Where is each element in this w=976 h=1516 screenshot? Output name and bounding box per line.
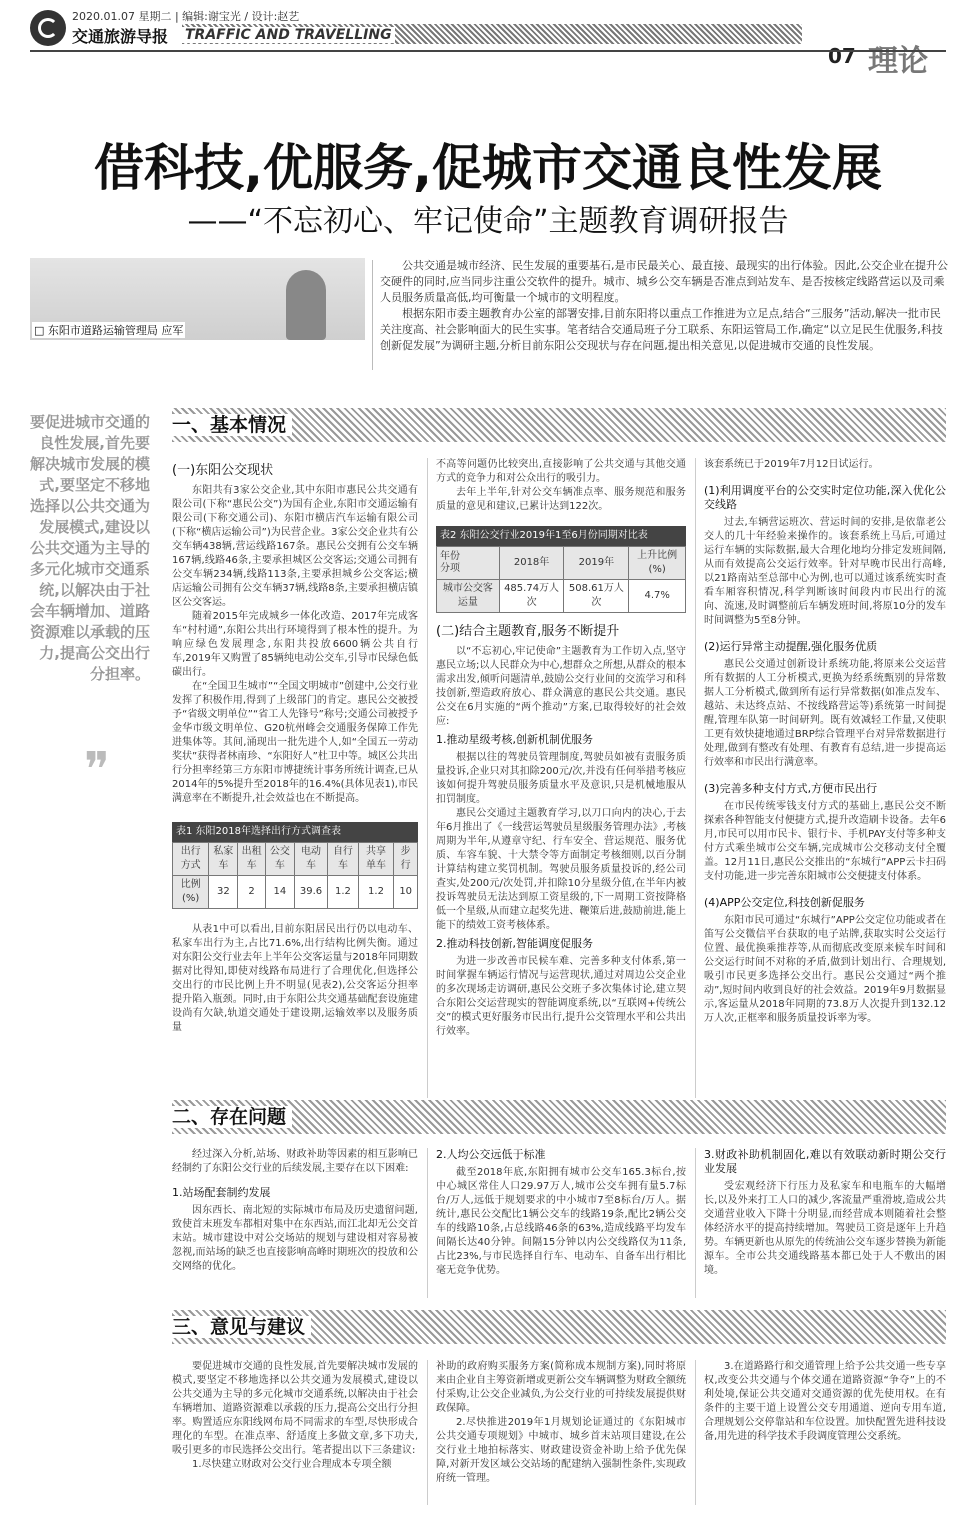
paragraph: 根据以往的驾驶员管理制度,驾驶员如被有责服务质量投诉,企业只对其扣除200元/次,并没有任何举措考核应该如何提升驾驶员服务质量水平及意识,只是机械地服从扣罚制度。 (436, 752, 686, 805)
column-divider (427, 1360, 428, 1505)
paragraph: 3.在道路路行和交通管理上给予公共交通一些专享权,改变公共交通与个体交通在道路资源“争夺”上的不利处境,保证公共交通对交通资源的优先使用权。在有条件的主要干道上设置公交专用通道、逆向专用车道,合理规划公交停靠站和车位设置。加快配置先进科技设备,用先进的科学技术手段调度管理公交系统。 (704, 1361, 946, 1442)
item-title: (2)运行异常主动提醒,强化服务优质 (704, 640, 878, 653)
intro-divider (372, 260, 373, 370)
byline: □ 东阳市道路运输管理局 应军 (34, 324, 184, 337)
section-title: 二、存在问题 (172, 1106, 292, 1128)
table-header: 电动车 (294, 843, 327, 876)
paragraph: 因东西长、南北短的实际城市布局及历史遗留问题,致使首末班发车都相对集中在东西站,而江北却无公交首末站。城市建设中对公交场站的规划与建设相对容易被忽视,而站场的缺乏也直接影响高峰时期班次的投放和公交网络的优化。 (172, 1205, 418, 1272)
paragraph: 随着2015年完成城乡一体化改造、2017年完成客车“村村通”,东阳公共出行环境得到了根本性的提升。为响应绿色发展理念,东阳共投放6600辆公共自行车,2019年又购置了85辆纯电动公交车,引导市民绿色低碳出行。 (172, 611, 418, 678)
table-header: 自行车 (328, 843, 358, 876)
table-row-label: 比例(%) (173, 876, 209, 909)
table-header: 共享单车 (358, 843, 394, 876)
column-divider (427, 1148, 428, 1298)
s3-col3 (704, 1360, 946, 1444)
column-divider (695, 458, 696, 1098)
table-row-label: 城市公交客运量 (437, 580, 500, 613)
table-1 (172, 822, 418, 909)
paragraph: 要促进城市交通的良性发展,首先要解决城市发展的模式,要坚定不移地选择以公共交通为发展模式,建设以公共交通为主导的多元化城市交通系统,以解决由于社会车辆增加、道路资源难以承载的压力,提高公交出行分担率。购置适应东阳线网布局不同需求的车型,尽快形成合理化的车型。在准点率、舒适度上多做文章,多下功夫,吸引更多的市民选择公交出行。笔者提出以下三条建议: (172, 1361, 418, 1456)
intro (380, 258, 950, 354)
subheadline: ——“不忘初心、牢记使命”主题教育调研报告 (187, 204, 789, 239)
table-cell: 508.61万人次 (564, 580, 629, 613)
intro-para: 公共交通是城市经济、民生发展的重要基石,是市民最关心、最直接、最现实的出行体验。因此,公交企业在提升公交硬件的同时,应当同步注重公交软件的提升。城市、城乡公交车辆是否准点到站发车、是否按核定线路营运以及司乘人员服务质量高低,均可衡量一个城市的文明程度。 (380, 259, 948, 304)
quote-icon: ❞ (84, 742, 110, 798)
table-cell: 32 (209, 876, 238, 909)
column-divider (427, 458, 428, 1098)
table-header: 上升比例(%) (629, 547, 686, 580)
table-cell: 39.6 (294, 876, 327, 909)
table-2 (436, 526, 686, 613)
table-cell: 485.74万人次 (499, 580, 564, 613)
item-title: 1.推动星级考核,创新机制优服务 (436, 733, 593, 746)
column-divider (695, 1360, 696, 1505)
paragraph: 2.尽快推进2019年1月规划论证通过的《东阳城市公共交通专项规划》中城市、城乡首末站项目建设,在公交行业土地拍标落实、财政建设资金补助上给予优先保障,对新开发区域公交站场的配建纳入强制性条件,实现政府统一管理。 (436, 1417, 686, 1484)
paragraph: 在“全国卫生城市”“全国文明城市”创建中,公交行业发挥了积极作用,得到了上级部门的肯定。惠民公交被授予“省级文明单位”“省工人先锋号”称号;交通公司被授予金华市级文明单位、G20杭州峰会交通服务保障工作先进集体等。其间,涌现出一批先进个人,如“全国五一劳动奖状”获得者林南珍、“东阳好人”杜卫中等。城区公共出行分担率经第三方东阳市博捷统计事务所统计调查,已从2014年的5%提升至2018年的16.4%(具体见表1),市民满意率在不断提升,社会效益也在不断提高。 (172, 681, 418, 804)
s1-col2 (436, 458, 686, 1039)
section-header-1 (172, 408, 946, 442)
s2-col1 (172, 1148, 418, 1274)
table-category-label: 分项 (440, 563, 460, 574)
paragraph: 该套系统已于2019年7月12日试运行。 (704, 459, 879, 470)
page-number: 07 (828, 44, 856, 68)
section-title: 三、意见与建议 (172, 1316, 311, 1338)
table-cell: 2 (238, 876, 266, 909)
table-header: 出租车 (238, 843, 266, 876)
item-title: 2.推动科技创新,智能调度促服务 (436, 937, 593, 950)
paragraph: 为进一步改善市民候车难、完善多种支付体系,第一时间掌握车辆运行情况与运营现状,通过对周边公交企业的多次现场走访调研,惠民公交班子多次集体讨论,建立契合东阳公交运营现实的智能调度系统,以“互联网+传统公交”的模式更好服务市民出行,提升公交管理水平和公共出行效率。 (436, 956, 686, 1037)
paragraph: 截至2018年底,东阳拥有城市公交车165.3标台,按中心城区常住人口29.97万人,城市公交车拥有量5.7标台/万人,远低于规划要求的中小城市7至8标台/万人。据统计,惠民公交配比1辆公交车的线路19条,配比2辆公交车的线路10条,占总线路46条的63%,造成线路平均发车间隔长达40分钟。间隔15分钟以内公交线路仅为11条,占比23%,与市民选择自行车、电动车、自备车出行相比毫无竞争优势。 (436, 1167, 686, 1276)
paragraph: 东阳共有3家公交企业,其中东阳市惠民公共交通有限公司(下称“惠民公交”)为国有企业,东阳市交通运输有限公司(下称交通公司)、东阳市横店汽车运输有限公司(下称“横店运输公司”)为民营企业。3家公交企业共有公交车辆438辆,营运线路167条。惠民公交拥有公交车辆167辆,线路46条,主要承担城区公交客运;交通公司拥有公交车辆234辆,线路113条,主要承担城乡公交客运;横店运输公司拥有公交车辆37辆,线路8条,主要承担横店镇区公交客运。 (172, 485, 418, 608)
table-header: 2018年 (499, 547, 564, 580)
table-year-label: 年份 (440, 551, 460, 562)
paragraph: 受宏观经济下行压力及私家车和电瓶车的大幅增长,以及外来打工人口的减少,客流量严重滑坡,造成公共交通营业收入下降十分明显,而经营成本则随着社会整体经济水平的提高持续增加。驾驶员工资是逐年上升趋势。车辆更新也从原先的传统油公交车逐步替换为新能源车。全市公共交通线路基本都已处于人不敷出的困境。 (704, 1181, 946, 1276)
paragraph: 经过深入分析,站场、财政补助等因素的相互影响已经制约了东阳公交行业的后续发展,主要存在以下困难: (172, 1149, 418, 1174)
paragraph: 1.尽快建立财政对公交行业合理成本专项全额 (192, 1459, 392, 1470)
paragraph: 不高等问题仍比较突出,直接影响了公共交通与其他交通方式的竞争力和对公众出行的吸引力。 (436, 459, 686, 484)
s2-col3 (704, 1148, 946, 1278)
s3-col2 (436, 1360, 686, 1486)
table-header: 出行方式 (173, 843, 209, 876)
subsection-title: (一)东阳公交现状 (172, 463, 274, 478)
section-header-3 (172, 1310, 946, 1344)
s3-col1 (172, 1360, 418, 1472)
item-title: 2.人均公交远低于标准 (436, 1148, 546, 1161)
byline-text: 东阳市道路运输管理局 应军 (47, 324, 184, 337)
item-title: (4)APP公交定位,科技创新促服务 (704, 896, 865, 909)
paragraph: 过去,车辆营运班次、营运时间的安排,是依靠老公交人的几十年经验来操作的。该套系统上马后,可通过运行车辆的实际数据,最大合理化地均分排定发班间隔,从而有效提高公交运行效率。针对早晚市民出行高峰,以21路南站至总部中心为例,也可以通过该系统实时查看车厢容积情况,科学判断该时间段内市民出行的流向、流速,及时调整前后车辆发班时间,将原10分的发车时间调整为5至8分钟。 (704, 517, 946, 626)
table-caption: 表2 东阳公交行业2019年1至6月份同期对比表 (436, 526, 686, 546)
masthead-rule (30, 50, 946, 52)
s1-col3 (704, 458, 946, 1026)
item-title: 3.财政补助机制固化,难以有效联动新时期公交行业发展 (704, 1148, 946, 1175)
column-divider (695, 1148, 696, 1298)
author-portrait (286, 270, 326, 340)
table-header: 步行 (394, 843, 418, 876)
table-cell: 14 (265, 876, 294, 909)
table-caption: 表1 东阳2018年选择出行方式调查表 (172, 822, 418, 842)
section-header-2 (172, 1100, 946, 1134)
item-title: 1.站场配套制约发展 (172, 1186, 271, 1199)
table-header: 私家车 (209, 843, 238, 876)
s2-col2 (436, 1148, 686, 1278)
headline: 借科技,优服务,促城市交通良性发展 (94, 139, 882, 197)
table-cell: 1.2 (358, 876, 394, 909)
paper-name: 交通旅游导报 (72, 27, 169, 46)
paragraph: 从表1中可以看出,目前东阳居民出行仍以电动车、私家车出行为主,占比71.6%,出行结构比例失衡。通过对东阳公交行业去年上半年公交客运量与2018年同期数据对比得知,即使对线路布局进行了合理优化,但选择公交出行的市民比例上升不明显(见表2),公交客运分担率提升陷入瓶颈。同时,由于东阳公共交通基础配套设施建设尚有欠缺,轨道交通处于建设期,运输效率以及服务质量 (172, 924, 418, 1033)
paragraph: 东阳市民可通过“东城行”APP公交定位功能或者在笛写公交微信平台获取的电子站牌,获取实时公交运行位置、最优换乘推荐等,从而彻底改变原来候车时间和公交运行时间不对称的矛盾,做到计划出行、合理规划,吸引市民更多选择公交出行。惠民公交通过“两个推动”,短时间内收到良好的社会效益。2019年9月数据显示,客运量从2018年同期的73.8万人次提升到132.12万人次,正框率和服务质量投诉率为零。 (704, 915, 946, 1024)
s1-col1 (172, 458, 418, 1035)
table-cell: 10 (394, 876, 418, 909)
intro-para: 根据东阳市委主题教育办公室的部署安排,目前东阳将以重点工作推进为立足点,结合“三服务”活动,解决一批市民关注度高、社会影响面大的民生实事。笔者结合交通局班子分工联系、东阳运管局工作,确定“以立足民生优服务,科技创新促发展”为调研主题,分析目前东阳公交现状与存在问题,提出相关意见,以促进城市交通的良性发展。 (380, 307, 943, 352)
subsection-title: (二)结合主题教育,服务不断提升 (436, 624, 620, 639)
item-title: (3)完善多种支付方式,方便市民出行 (704, 782, 878, 795)
paper-logo (30, 10, 66, 46)
paragraph: 在市民传统零钱支付方式的基础上,惠民公交不断探索各种智能支付便捷方式,提升改造刷卡设备。去年6月,市民可以用市民卡、银行卡、手机PAY支付等多种支付方式乘坐城市公交车辆,完成城市公交移动支付全覆盖。12月11日,惠民公交推出的“东城行”APP云卡扫码支付功能,进一步完善东阳城市公交便捷支付体系。 (704, 801, 946, 882)
item-title: (1)利用调度平台的公交实时定位功能,深入优化公交线路 (704, 484, 946, 511)
section-title: 一、基本情况 (172, 414, 292, 436)
table-header (437, 547, 500, 580)
paragraph: 惠民公交通过主题教育学习,以刀口向内的决心,于去年6月推出了《一线营运驾驶员星级服务管理办法》,考核周期为半年,从遵章守纪、行车安全、营运规范、服务优质、车容车貌、十大禁令等方面制定考核细则,以百分制计算结构建立奖罚机制。驾驶员服务质量投诉的,经公司查实,处200元/次处罚,并扣除10分星级分值,在半年内被投诉驾驶员无法达到原工资星级的,下一周期工资按降格低一个星级,从而建立起奖先进、鞭策后进,鼓励前进,能上能下的绩效工资考核体系。 (436, 808, 686, 931)
table-header: 公交车 (265, 843, 294, 876)
paragraph: 以“不忘初心,牢记使命”主题教育为工作切入点,坚守惠民立场;以人民群众为中心,想群众之所想,从群众的根本需求出发,倾听问题清单,鼓励公交行业间的交流学习和科技创新,塑造政府放心、群众满意的惠民公共交通。惠民公交在6月实施的“两个推动”方案,已取得较好的社会效应: (436, 646, 686, 727)
paragraph: 补助的政府购买服务方案(简称成本规制方案),同时将原来由企业自主筹资新增或更新公交车辆调整为财政全额统付采购,让公交企业减负,为公交行业的可持续发展提供财政保障。 (436, 1361, 686, 1414)
table-cell: 4.7% (629, 580, 686, 613)
paragraph: 去年上半年,针对公交车辆准点率、服务规范和服务质量的意见和建议,已累计达到122次。 (436, 487, 686, 512)
paper-name-en: TRAFFIC AND TRAVELLING (182, 27, 395, 43)
paragraph: 惠民公交通过创新设计系统功能,将原来公交运营所有数据的人工分析模式,更换为经系统甄别的异常数据人工分析模式,做到所有运行异常数据(如准点发车、越站、未达终点站、不按线路营运等)系统第一时间提醒,管理车队第一时间研判。既有效减轻工作量,又使职工更有效快捷地通过BRP综合管理平台对异常数据进行处理,做到有整改有处理、有教育有总结,进一步提高运行效率和市民出行满意率。 (704, 659, 946, 768)
pull-quote: 要促进城市交通的良性发展,首先要解决城市发展的模式,要坚定不移地选择以公共交通为发展模式,建设以公共交通为主导的多元化城市交通系统,以解决由于社会车辆增加、道路资源难以承载的压力,提高公交出行分担率。 (30, 413, 151, 683)
table-header: 2019年 (564, 547, 629, 580)
section-tag: 理论 (868, 44, 928, 79)
date-line: 2020.01.07 星期二 | 编辑:谢宝光 / 设计:赵艺 (72, 10, 300, 23)
table-cell: 1.2 (328, 876, 358, 909)
paper-name-en-band (182, 24, 802, 44)
